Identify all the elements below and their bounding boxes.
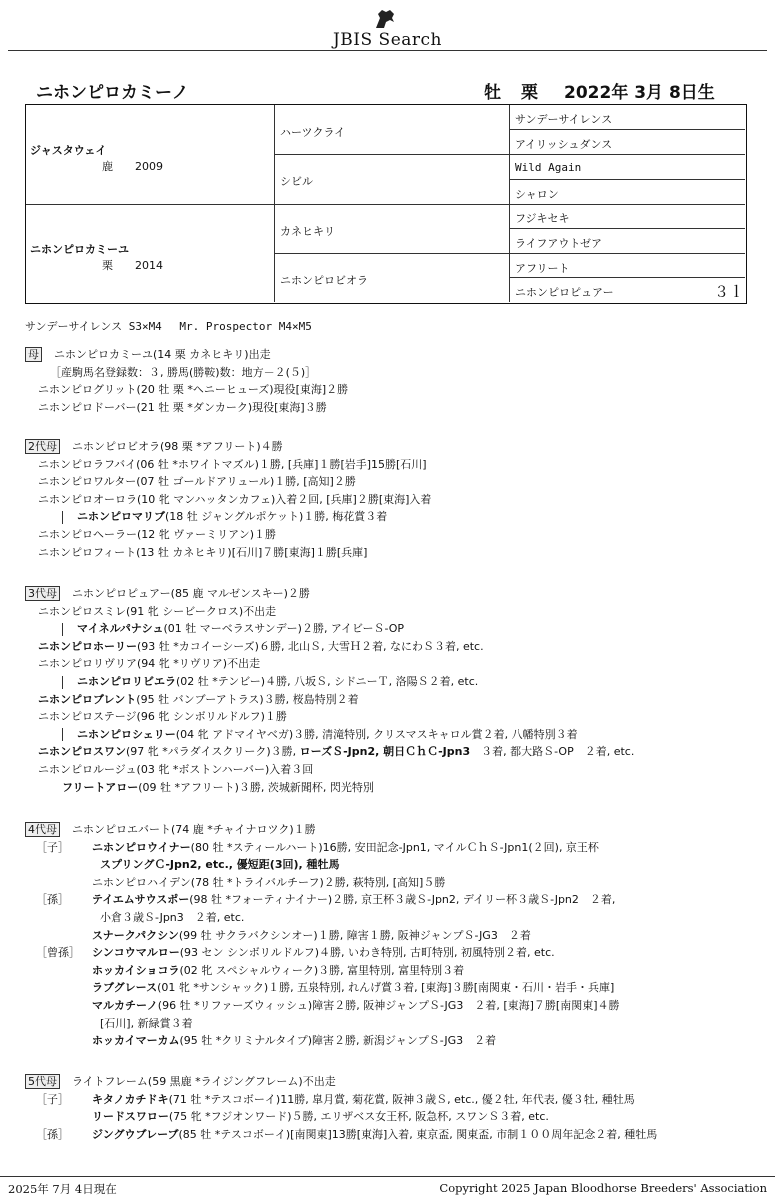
line-text: ［産駒馬名登録数：３, 勝馬(勝鞍)数：地方－２(５)］ [50,365,317,379]
pedigree-line [38,526,276,542]
horse-header [36,78,746,103]
dam-info: 栗 2014 [102,259,163,272]
sire-info: 鹿 2009 [102,160,163,173]
pedigree-line [62,508,387,524]
pedigree-line [62,673,478,689]
pedigree-line [62,726,578,742]
pedigree-line [38,399,327,415]
pedigree-line [36,944,555,960]
horse-link[interactable]: リードスワロー [92,1110,169,1124]
horse-link[interactable]: ジングウブレーブ [92,1127,179,1141]
pedigree-table [25,104,747,304]
pedigree-line [36,891,616,907]
pedigree-line [38,761,313,777]
footer-date: 2025年 7月 4日現在 [8,1182,117,1196]
line-text: ニホンピロワルター(07 牡 ゴールドアリュール)１勝, [高知]２勝 [38,475,356,489]
section-tag: 2代母 [25,439,60,454]
pedigree-line [92,1032,496,1048]
section-tag: 3代母 [25,586,60,601]
section-tag: 4代母 [25,822,60,837]
pedigree-line [38,708,287,724]
ancestor-name[interactable]: ライトフレーム(59 黒鹿 *ライジングフレーム)不出走 [72,1075,336,1088]
pedigree-line [92,927,531,943]
pedigree-line [38,743,634,759]
indent-bar [62,728,63,741]
ss-dam[interactable]: アイリッシュダンス [515,138,613,151]
indent-bar [62,511,63,524]
horse-record: (97 牝 *パラダイスクリーク)３勝, [126,745,300,759]
pedigree-line [50,364,316,380]
jbis-logo[interactable] [0,6,775,50]
line-text: ニホンピロルージュ(03 牝 *ボストンハーバー)入着３回 [38,763,314,776]
pedigree-line [62,620,404,636]
relation-label: ［子］ [36,840,69,854]
indent-bar [62,676,63,689]
horse-link[interactable]: ニホンピロホーリー [38,639,137,653]
horse-link[interactable]: ニホンピロウイナー [92,840,191,854]
sire-name[interactable]: ジャスタウェイ [30,144,107,157]
horse-record: (95 牡 *クリミナルタイプ)障害２勝, 新潟ジャンプＳ-JG3 ２着 [179,1034,497,1048]
horse-record: (96 牡 *リファーズウィッシュ)障害２勝, 阪神ジャンプＳ-JG3 ２着, [東海]７勝[南関東]４勝 [157,999,620,1012]
horse-link[interactable]: スナークパクシン [92,928,179,942]
horse-color: 栗 [521,83,538,103]
horse-link[interactable]: ニホンピロマリブ [77,510,165,524]
pedigree-line [38,473,356,489]
race-win: ローズＳ-Jpn2, 朝日ＣｈＣ-Jpn3 [299,745,471,759]
pedigree-line [100,856,340,872]
pedigree-line [36,1126,658,1142]
horse-record: (01 牡 マーベラスサンデー)２勝, アイビーＳ-OP [163,622,405,636]
line-text: ニホンピログリット(20 牡 栗 *ヘニーヒューズ)現役[東海]２勝 [38,383,349,397]
inbreeding-cross: サンデーサイレンス S3×M4 Mr. Prospector M4×M5 [25,320,312,333]
horse-record: (09 牡 *アフリート)３勝, 茨城新聞杯, 閃光特別 [138,780,374,794]
ancestor-name[interactable]: ニホンピロカミーユ(14 栗 カネヒキリ)出走 [54,348,271,361]
horse-link[interactable]: ホッカイショコラ [92,963,180,977]
pedigree-line [36,1091,635,1107]
horse-link[interactable]: マルカチーノ [92,999,158,1012]
horse-record: (04 牝 アドマイヤベガ)３勝, 清滝特別, クリスマスキャロル賞２着, 八幡特別３着 [175,727,578,741]
horse-link[interactable]: ニホンピロブレント [38,692,137,706]
horse-record: (99 牡 サクラバクシンオー)１勝, 障害１勝, 阪神ジャンプＳ-JG3 ２着 [178,928,531,942]
ss-sire[interactable]: サンデーサイレンス [515,113,613,126]
pedigree-line [62,779,374,795]
pedigree-line [100,1015,193,1031]
horse-record: (95 牡 バンブーアトラス)３勝, 桜島特別２着 [136,692,359,706]
horse-link[interactable]: テイエムサウスポー [92,893,190,907]
sire-cell[interactable] [30,142,163,174]
section-head-line [25,585,310,601]
line-text: ニホンピロフィート(13 牡 カネヒキリ)[石川]７勝[東海]１勝[兵庫] [38,545,368,559]
horse-link[interactable]: ニホンピロスワン [38,745,126,759]
section-head-line [25,346,271,362]
horse-birthdate: 2022年 3月 8日生 [564,83,715,103]
ancestor-name[interactable]: ニホンピロビオラ(98 栗 *アフリート)４勝 [72,440,283,453]
relation-label: ［孫］ [36,893,69,907]
pedigree-line [38,544,367,560]
line-text: ニホンピロドーバー(21 牡 栗 *ダンカーク)現役[東海]３勝 [38,400,327,414]
ancestor-name[interactable]: ニホンピロエバート(74 鹿 *チャイナロツク)１勝 [72,823,316,836]
horse-record: (93 牡 *カコイーシーズ)６勝, 北山Ｓ, 大雪Ｈ２着, なにわＳ３着, etc. [137,639,484,653]
pedigree-line [38,456,427,472]
sire-sire[interactable]: ハーツクライ [280,126,346,139]
ds-sire[interactable]: フジキセキ [515,212,570,225]
horse-record: (85 牡 *テスコボーイ)[南関東]13勝[東海]入着, 東京盃, 関東盃, 市制１００周年記念２着, 種牡馬 [178,1127,658,1141]
pedigree-line [38,691,359,707]
section-tag: 5代母 [25,1074,60,1089]
pedigree-line [92,997,619,1013]
footer-copyright: Copyright 2025 Japan Bloodhorse Breeders' Association [439,1181,767,1195]
horse-record: (75 牝 *フジオンワード)５勝, エリザベス女王杯, 阪急杯, スワンＳ３着, etc. [168,1110,549,1124]
horse-link[interactable]: マイネルパナシュ [77,622,164,636]
horse-link[interactable]: フリートアロー [62,780,139,794]
horse-record-cont: ３着, 都大路Ｓ-OP ２着, etc. [470,745,635,759]
line-text: ニホンピロハイデン(78 牡 *トライバルチーフ)２勝, 萩特別, [高知]５勝 [92,875,446,889]
line-text: ニホンピロリヴリア(94 牝 *リヴリア)不出走 [38,657,261,671]
pedigree-line [100,909,244,925]
line-text: ニホンピロステージ(96 牝 シンボリルドルフ)１勝 [38,710,287,724]
dam-cell[interactable] [30,241,163,273]
dd-sire[interactable]: アフリート [515,262,570,275]
horse-link[interactable]: ラブグレース [92,981,158,995]
relation-label: ［子］ [36,1092,69,1106]
horse-record: (80 牡 *スティールハート)16勝, 安田記念-Jpn1, マイルＣｈＳ-Jpn1(２回), 京王杯 [190,840,599,854]
pedigree-line [38,491,431,507]
section-head-line [25,438,283,454]
horse-name: ニホンピロカミーノ [36,83,189,103]
section-head-line [25,1073,336,1089]
horse-link[interactable]: シンコウマルロー [92,946,180,960]
line-text: ニホンピロスミレ(91 牝 シービークロス)不出走 [38,604,277,618]
ds-dam[interactable]: ライフアウトゼア [515,237,603,250]
horse-record: (02 牝 スペシャルウィーク)３勝, 富里特別, 富里特別３着 [179,963,465,977]
pedigree-line [38,655,260,671]
dam-name[interactable]: ニホンピロカミーユ [30,243,129,256]
sd-sire[interactable]: Wild Again [515,161,582,174]
pedigree-line [38,381,348,397]
horse-record: (18 牡 ジャングルポケット)１勝, 梅花賞３着 [165,510,388,524]
dam-dam[interactable]: ニホンピロビオラ [280,274,368,287]
pedigree-line [92,874,445,890]
horse-sex: 牡 [484,83,501,103]
family-number: ３ｌ [714,283,745,301]
logo-text: JBIS Search [332,30,442,50]
pedigree-line [92,1108,549,1124]
sire-dam[interactable]: シビル [280,175,313,188]
section-head-line [25,821,316,837]
line-text: ニホンピロラフバイ(06 牡 *ホワイトマズル)１勝, [兵庫]１勝[岩手]15勝[石川] [38,457,427,471]
horse-record: (02 牡 *テンビー)４勝, 八坂Ｓ, シドニーＴ, 洛陽Ｓ２着, etc. [176,675,479,688]
footer [0,1176,775,1196]
pedigree-line [36,839,599,855]
indent-bar [62,623,63,636]
relation-label: ［曾孫］ [36,946,80,960]
relation-label: ［孫］ [36,1127,69,1141]
horse-link[interactable]: ホッカイマーカム [92,1034,180,1048]
horse-record: (01 牝 *サンシャック)１勝, 五泉特別, れんげ賞３着, [東海]３勝[南関東・石川・岩手・兵庫] [157,981,615,995]
horse-record: (71 牡 *テスコボーイ)11勝, 皐月賞, 菊花賞, 阪神３歳Ｓ, etc., 優２牡, 年代表, 優３牡, 種牡馬 [168,1092,635,1106]
horse-record: (93 セン シンボリルドルフ)４勝, いわき特別, 古町特別, 初風特別２着, etc. [179,946,555,960]
line-text: 小倉３歳Ｓ-Jpn3 ２着, etc. [100,911,245,924]
dd-dam[interactable]: ニホンピロピュアー [515,286,614,299]
line-text: ニホンピロオーロラ(10 牝 マンハッタンカフェ)入着２回, [兵庫]２勝[東海]入着 [38,492,432,506]
pedigree-line [38,603,276,619]
ancestor-name[interactable]: ニホンピロピュアー(85 鹿 マルゼンスキー)２勝 [72,587,310,600]
horse-record: (98 牡 *フォーティナイナー)２勝, 京王杯３歳Ｓ-Jpn2, デイリー杯３歳Ｓ-Jpn2 ２着, [189,893,616,907]
pedigree-line [92,962,464,978]
horse-logo-icon [372,8,398,30]
line-text: [石川], 新緑賞３着 [100,1016,193,1030]
dam-sire[interactable]: カネヒキリ [280,225,335,238]
pedigree-line [92,979,614,995]
horse-link[interactable]: キタノカチドキ [92,1092,169,1106]
line-text: スプリングＣ-Jpn2, etc., 優短距(3回), 種牡馬 [100,858,340,872]
horse-link[interactable]: ニホンピロシェリー [77,727,176,741]
line-text: ニホンピロヘーラー(12 牝 ヴァーミリアン)１勝 [38,528,277,541]
header-divider [8,50,767,51]
pedigree-line [38,638,484,654]
section-tag: 母 [25,347,42,362]
sd-dam[interactable]: シャロン [515,188,559,201]
horse-link[interactable]: ニホンピロリビエラ [77,675,176,688]
